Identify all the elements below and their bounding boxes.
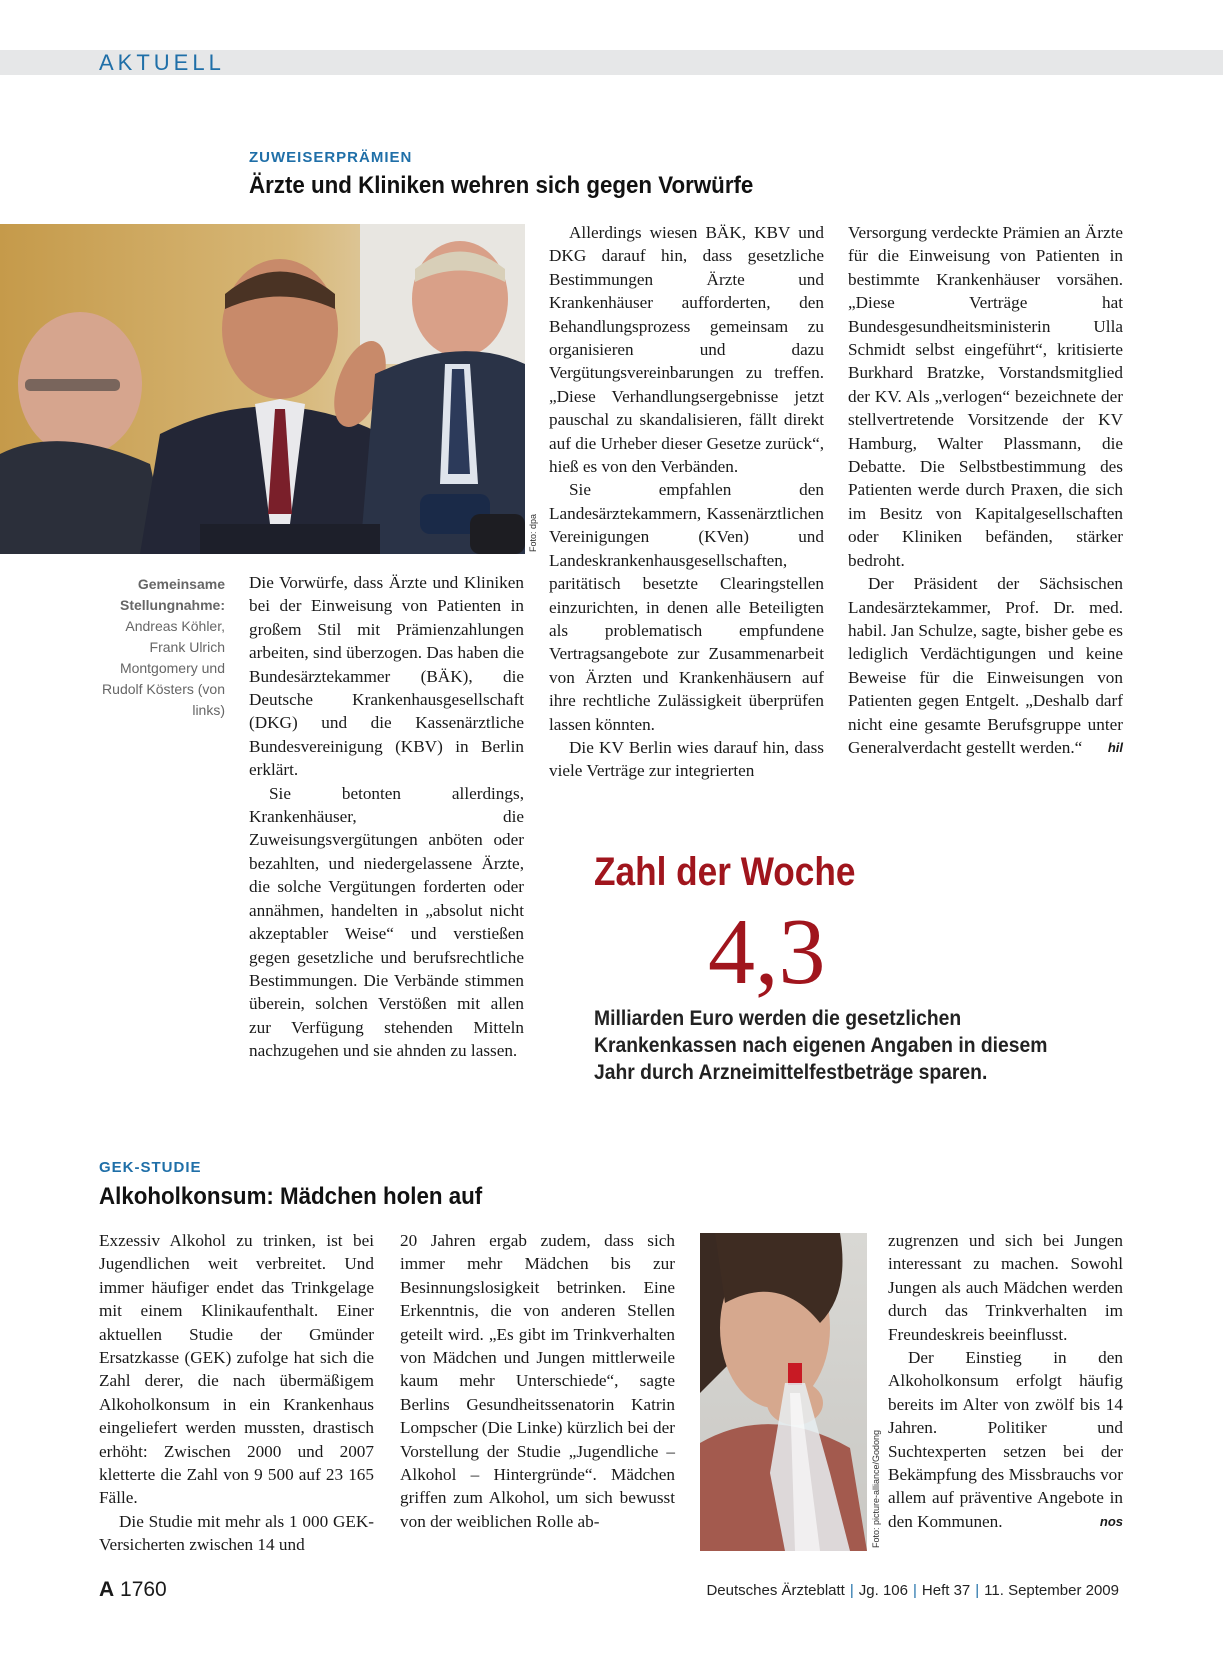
article1-photo-credit: Foto: dpa bbox=[528, 513, 538, 552]
page-prefix: A bbox=[99, 1578, 115, 1601]
zahl-der-woche-text: Milliarden Euro werden die gesetzlichen Krankenkassen nach eigenen Angaben in diesem Jahr durch Arzneimittelfestbeträge sparen. bbox=[594, 1007, 1048, 1084]
zahl-der-woche-number: 4,3 bbox=[708, 900, 826, 1004]
journal-volume: Jg. 106 bbox=[858, 1582, 908, 1599]
caption-text: Andreas Köhler, Frank Ulrich Montgomery und Rudolf Kösters (von links) bbox=[102, 618, 225, 718]
paragraph: Die Vorwürfe, dass Ärzte und Kliniken bei der Einweisung von Patienten in großem Stil mit Prämienzahlungen arbeiten, sind überzogen. Das haben die Bundesärztekammer (BÄK), die Deutsche Krankenhausgesellschaft (DKG) und die Kassenärztliche Bundesvereinigung (KBV) in Berlin erklärt. bbox=[249, 573, 524, 780]
page-number-value: 1760 bbox=[120, 1578, 167, 1601]
press-conference-image bbox=[0, 224, 525, 554]
author-signature: hil bbox=[1107, 739, 1123, 755]
article1-headline: Ärzte und Kliniken wehren sich gegen Vorwürfe bbox=[249, 172, 754, 199]
article1-photo bbox=[0, 224, 525, 554]
paragraph: Sie betonten allerdings, Krankenhäuser, die Zuweisungsvergütungen anböten oder bezahlten, und niedergelassene Ärzte, die solche Vergütungen forderten oder annähmen, handelten in „absolut nicht akzeptabler Weise“ und verstießen gegen gesetzliche und berufsrechtliche Bestimmungen. Die Verbände stimmen überein, solchen Verstößen mit allen zur Verfügung stehenden Mitteln nachzugehen und sie ahnden zu lassen. bbox=[249, 783, 524, 1061]
paragraph: Exzessiv Alkohol zu trinken, ist bei Jugendlichen weit verbreitet. Und immer häufiger endet das Trinkgelage mit einem Klinikaufenthalt. Einer aktuellen Studie der Gmünder Ersatzkasse (GEK) zufolge hat sich die Zahl derer, die nach übermäßigem Alkoholkonsum in ein Krankenhaus eingeliefert werden mussten, drastisch erhöht: Zwischen 2000 und 2007 kletterte die Zahl von 9 500 auf 23 165 Fälle. bbox=[99, 1231, 374, 1508]
article2-photo-credit: Foto: picture-alliance/Godong bbox=[871, 1429, 881, 1548]
article2-kicker: GEK-STUDIE bbox=[99, 1159, 202, 1176]
article1-column-2 bbox=[549, 221, 824, 783]
journal-issue: Heft 37 bbox=[921, 1582, 971, 1599]
article1-column-1 bbox=[249, 571, 524, 1063]
zahl-der-woche-title: Zahl der Woche bbox=[594, 850, 856, 894]
paragraph: zugrenzen und sich bei Jungen interessant zu machen. Sowohl Jungen als auch Mädchen werden durch das Trinkverhalten im Freundeskreis beeinflusst. bbox=[888, 1231, 1123, 1344]
paragraph: Sie empfahlen den Landesärztekammern, Kassenärztlichen Vereinigungen (KVen) und Landeskrankenhausgesellschaften, paritätisch besetzte Clearingstellen einzurichten, in denen alle Beteiligten als problematisch empfundene Vertragsangebote zur Zusammenarbeit von Ärzten und Krankenhäusern auf ihre rechtliche Zulässigkeit überprüfen lassen könnten. bbox=[549, 480, 824, 734]
journal-date: 11. September 2009 bbox=[984, 1582, 1119, 1599]
girl-with-bottle-image bbox=[700, 1233, 867, 1551]
paragraph: Die Studie mit mehr als 1 000 GEK-Versicherten zwischen 14 und bbox=[99, 1511, 374, 1555]
journal-info: Deutsches Ärzteblatt | Jg. 106 | Heft 37 | 11. September 2009 bbox=[706, 1582, 1119, 1599]
section-label: AKTUELL bbox=[99, 50, 225, 75]
article2-column-2 bbox=[400, 1229, 675, 1533]
article1-kicker: ZUWEISERPRÄMIEN bbox=[249, 149, 413, 166]
article1-column-3 bbox=[848, 221, 1123, 759]
caption-bold: Gemeinsame Stellungnahme: bbox=[119, 576, 225, 613]
article1-caption bbox=[96, 574, 225, 721]
paragraph bbox=[888, 1346, 1123, 1533]
author-signature: nos bbox=[1099, 1513, 1123, 1529]
paragraph: 20 Jahren ergab zudem, dass sich immer mehr Mädchen bis zur Besinnungslosigkeit betrinken. Eine Erkenntnis, die von anderen Stellen geteilt wird. „Es gibt im Trinkverhalten von Mädchen und Jungen mittlerweile kaum mehr Unterschiede“, sagte Berlins Gesundheitssenatorin Katrin Lompscher (Die Linke) kürzlich bei der Vorstellung der Studie „Jugendliche – Alkohol – Hintergründe“. Mädchen griffen zum Alkohol, um sich bewusst von der weiblichen Rolle ab- bbox=[400, 1231, 675, 1531]
article2-photo bbox=[700, 1233, 867, 1551]
paragraph: Allerdings wiesen BÄK, KBV und DKG darauf hin, dass gesetzliche Bestimmungen Ärzte und Krankenhäuser aufforderten, den Behandlungsprozess gemeinsam zu organisieren und dazu Vergütungsvereinbarungen zu treffen. „Diese Verhandlungsergebnisse jetzt pauschal zu skandalisieren, fällt direkt auf die Urheber dieser Gesetze zurück“, hieß es von den Verbänden. bbox=[549, 223, 824, 477]
paragraph: Versorgung verdeckte Prämien an Ärzte für die Einweisung von Patienten in bestimmte Krankenhäuser vorsähen. „Diese Verträge hat Bundesgesundheitsministerin Ulla Schmidt selbst eingeführt“, kritisierte Burkhard Bratzke, Vorstandsmitglied der KV. Als „verlogen“ bezeichnete der stellvertretende Vorsitzende der KV Hamburg, Walter Plassmann, die Debatte. Die Selbstbestimmung des Patienten werde durch Praxen, die sich im Besitz von Kapitalgesellschaften oder Kliniken befänden, stärker bedroht. bbox=[848, 223, 1123, 570]
article2-headline: Alkoholkonsum: Mädchen holen auf bbox=[99, 1183, 483, 1210]
paragraph-text: Der Einstieg in den Alkoholkonsum erfolgt häufig bereits im Alter von zwölf bis 14 Jahren. Politiker und Suchtexperten setzen bei der Bekämpfung des Missbrauchs vor allem auf präventive Angebote in den Kommunen. bbox=[888, 1348, 1123, 1531]
paragraph-text: Der Präsident der Sächsischen Landesärztekammer, Prof. Dr. med. habil. Jan Schulze, sagte, bisher gebe es lediglich Verdächtigungen und keine Beweise für die Einweisungen von Patienten gegen Entgelt. „Deshalb darf nicht eine gesamte Berufsgruppe unter Generalverdacht gestellt werden.“ bbox=[848, 574, 1123, 757]
article2-column-1 bbox=[99, 1229, 374, 1557]
paragraph bbox=[848, 572, 1123, 759]
article2-column-3 bbox=[888, 1229, 1123, 1533]
page-number bbox=[99, 1578, 167, 1602]
journal-name: Deutsches Ärzteblatt bbox=[706, 1582, 845, 1599]
paragraph: Die KV Berlin wies darauf hin, dass viele Verträge zur integrierten bbox=[549, 737, 824, 781]
